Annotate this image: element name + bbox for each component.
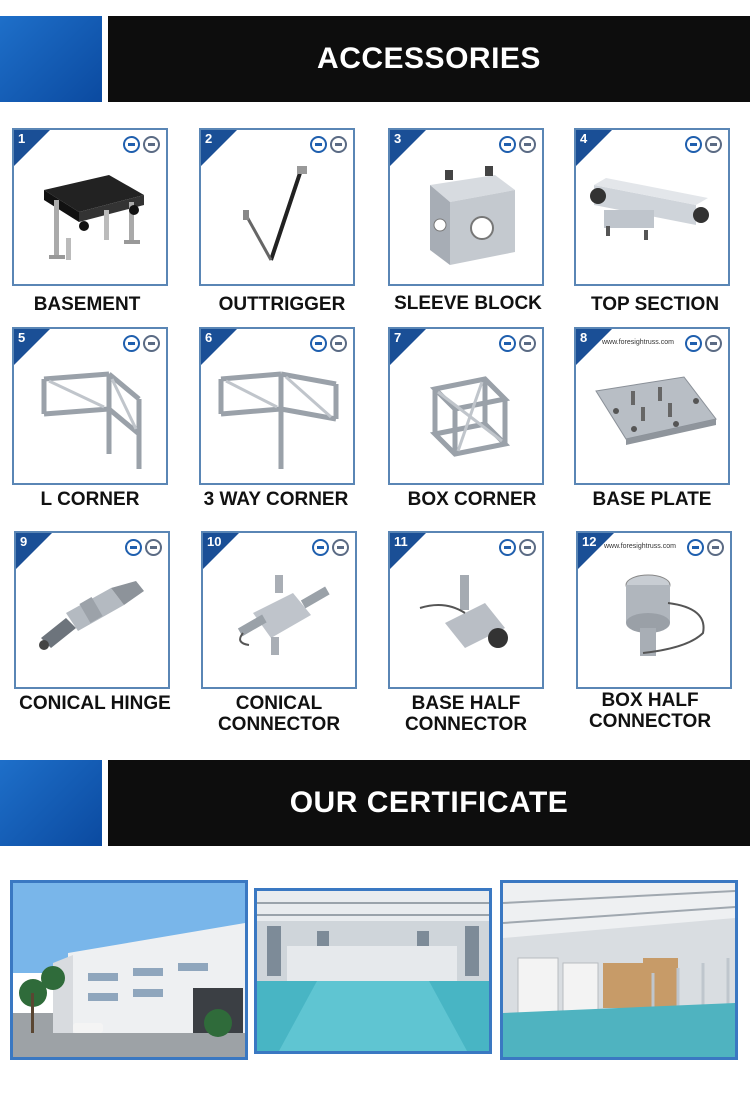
card-number: 8 xyxy=(580,330,588,345)
product-label-outtrigger: OUTTRIGGER xyxy=(218,294,346,315)
top-section-image xyxy=(576,130,728,284)
sleeve-block-image xyxy=(390,130,542,284)
base-half-connector-image xyxy=(390,533,542,687)
card-number: 10 xyxy=(207,534,222,549)
banner-accent-block xyxy=(0,760,102,846)
product-label-top-section: TOP SECTION xyxy=(590,294,720,315)
certificate-title: OUR CERTIFICATE xyxy=(289,786,569,819)
website-url: www.foresightruss.com xyxy=(604,543,676,550)
card-number: 7 xyxy=(394,330,402,345)
product-label-3-way-corner: 3 WAY CORNER xyxy=(203,489,349,510)
3-way-corner-image xyxy=(201,329,353,483)
conical-connector-image xyxy=(203,533,355,687)
product-label-base-plate: BASE PLATE xyxy=(592,489,712,510)
banner-accent-block xyxy=(0,16,102,102)
card-number: 11 xyxy=(394,534,408,549)
factory-interior-photo xyxy=(500,880,738,1060)
product-card-basement[interactable] xyxy=(12,128,168,286)
box-half-connector-image xyxy=(578,533,730,687)
card-number: 9 xyxy=(20,534,28,549)
base-plate-image xyxy=(576,329,728,483)
label-line-1: BASE HALF xyxy=(411,693,521,714)
product-card-conical-hinge[interactable] xyxy=(14,531,170,689)
card-number: 2 xyxy=(205,131,213,146)
l-corner-image xyxy=(14,329,166,483)
card-number: 3 xyxy=(394,131,402,146)
card-number: 6 xyxy=(205,330,213,345)
product-label-box-half-connector xyxy=(572,690,728,732)
card-number: 5 xyxy=(18,330,26,345)
product-label-base-half-connector xyxy=(386,693,546,735)
product-card-conical-connector[interactable] xyxy=(201,531,357,689)
label-line-1: CONICAL xyxy=(235,693,323,714)
label-line-2: CONNECTOR xyxy=(588,711,712,732)
product-label-conical-hinge: CONICAL HINGE xyxy=(19,693,171,714)
product-card-sleeve-block[interactable] xyxy=(388,128,544,286)
product-label-basement: BASEMENT xyxy=(33,294,141,315)
accessories-title: ACCESSORIES xyxy=(317,42,541,75)
conical-hinge-image xyxy=(16,533,168,687)
certificate-banner xyxy=(0,760,750,848)
basement-image xyxy=(14,130,166,284)
product-label-box-corner: BOX CORNER xyxy=(407,489,537,510)
website-url: www.foresightruss.com xyxy=(602,339,674,346)
product-card-outtrigger[interactable] xyxy=(199,128,355,286)
product-card-top-section[interactable] xyxy=(574,128,730,286)
product-card-box-corner[interactable] xyxy=(388,327,544,485)
card-number: 4 xyxy=(580,131,588,146)
factory-warehouse-photo xyxy=(254,888,492,1054)
label-line-2: CONNECTOR xyxy=(217,714,341,735)
box-corner-image xyxy=(390,329,542,483)
product-card-base-plate[interactable] xyxy=(574,327,730,485)
card-number: 12 xyxy=(582,534,597,549)
factory-exterior-photo xyxy=(10,880,248,1060)
product-label-l-corner: L CORNER xyxy=(40,489,140,510)
product-label-conical-connector xyxy=(199,693,359,735)
label-line-1: BOX HALF xyxy=(601,690,699,711)
product-card-base-half-connector[interactable] xyxy=(388,531,544,689)
product-card-l-corner[interactable] xyxy=(12,327,168,485)
accessories-banner xyxy=(0,16,750,104)
product-card-box-half-connector[interactable] xyxy=(576,531,732,689)
card-number: 1 xyxy=(18,131,26,146)
outtrigger-image xyxy=(201,130,353,284)
label-line-2: CONNECTOR xyxy=(404,714,528,735)
product-card-3-way-corner[interactable] xyxy=(199,327,355,485)
product-label-sleeve-block: SLEEVE BLOCK xyxy=(394,293,542,314)
